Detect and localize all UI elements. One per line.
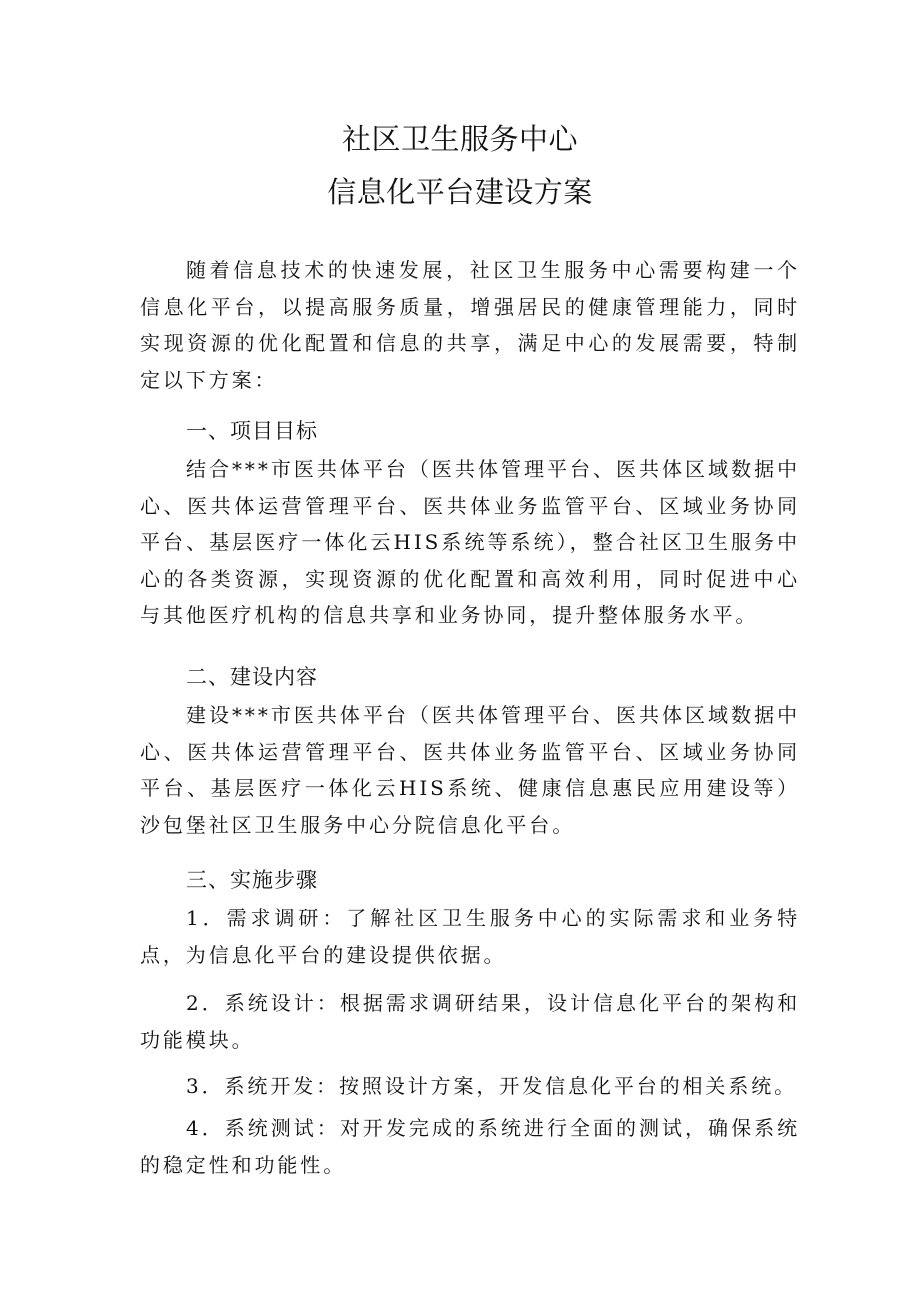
document-title-line2: 信息化平台建设方案 xyxy=(327,175,593,209)
step-item-1: 1．需求调研：了解社区卫生服务中心的实际需求和业务特点，为信息化平台的建设提供依据。 xyxy=(140,906,800,967)
section-heading-goals: 一、项目目标 xyxy=(186,419,318,443)
step-item-4: 4．系统测试：对开发完成的系统进行全面的测试，确保系统的稳定性和功能性。 xyxy=(140,1116,800,1177)
section-paragraph-content: 建设***市医共体平台（医共体管理平台、医共体区域数据中心、医共体运营管理平台、医共体业务监管平台、区域业务协同平台、基层医疗一体化云HIS系统、健康信息惠民应用建设等）沙包堡社区卫生服务中心分院信息化平台。 xyxy=(140,703,800,837)
section-paragraph-goals: 结合***市医共体平台（医共体管理平台、医共体区域数据中心、医共体运营管理平台、医共体业务监管平台、区域业务协同平台、基层医疗一体化云HIS系统等系统），整合社区卫生服务中心的各类资源，实现资源的优化配置和高效利用，同时促进中心与其他医疗机构的信息共享和业务协同，提升整体服务水平。 xyxy=(140,457,800,627)
section-heading-steps: 三、实施步骤 xyxy=(186,868,318,892)
step-item-3: 3．系统开发：按照设计方案，开发信息化平台的相关系统。 xyxy=(186,1074,798,1098)
step-item-2: 2．系统设计：根据需求调研结果，设计信息化平台的架构和功能模块。 xyxy=(140,991,800,1052)
document-title-line1: 社区卫生服务中心 xyxy=(341,122,578,156)
intro-paragraph: 随着信息技术的快速发展，社区卫生服务中心需要构建一个信息化平台，以提高服务质量，增强居民的健康管理能力，同时实现资源的优化配置和信息的共享，满足中心的发展需要，特制定以下方案： xyxy=(140,258,800,392)
section-heading-content: 二、建设内容 xyxy=(186,665,318,689)
